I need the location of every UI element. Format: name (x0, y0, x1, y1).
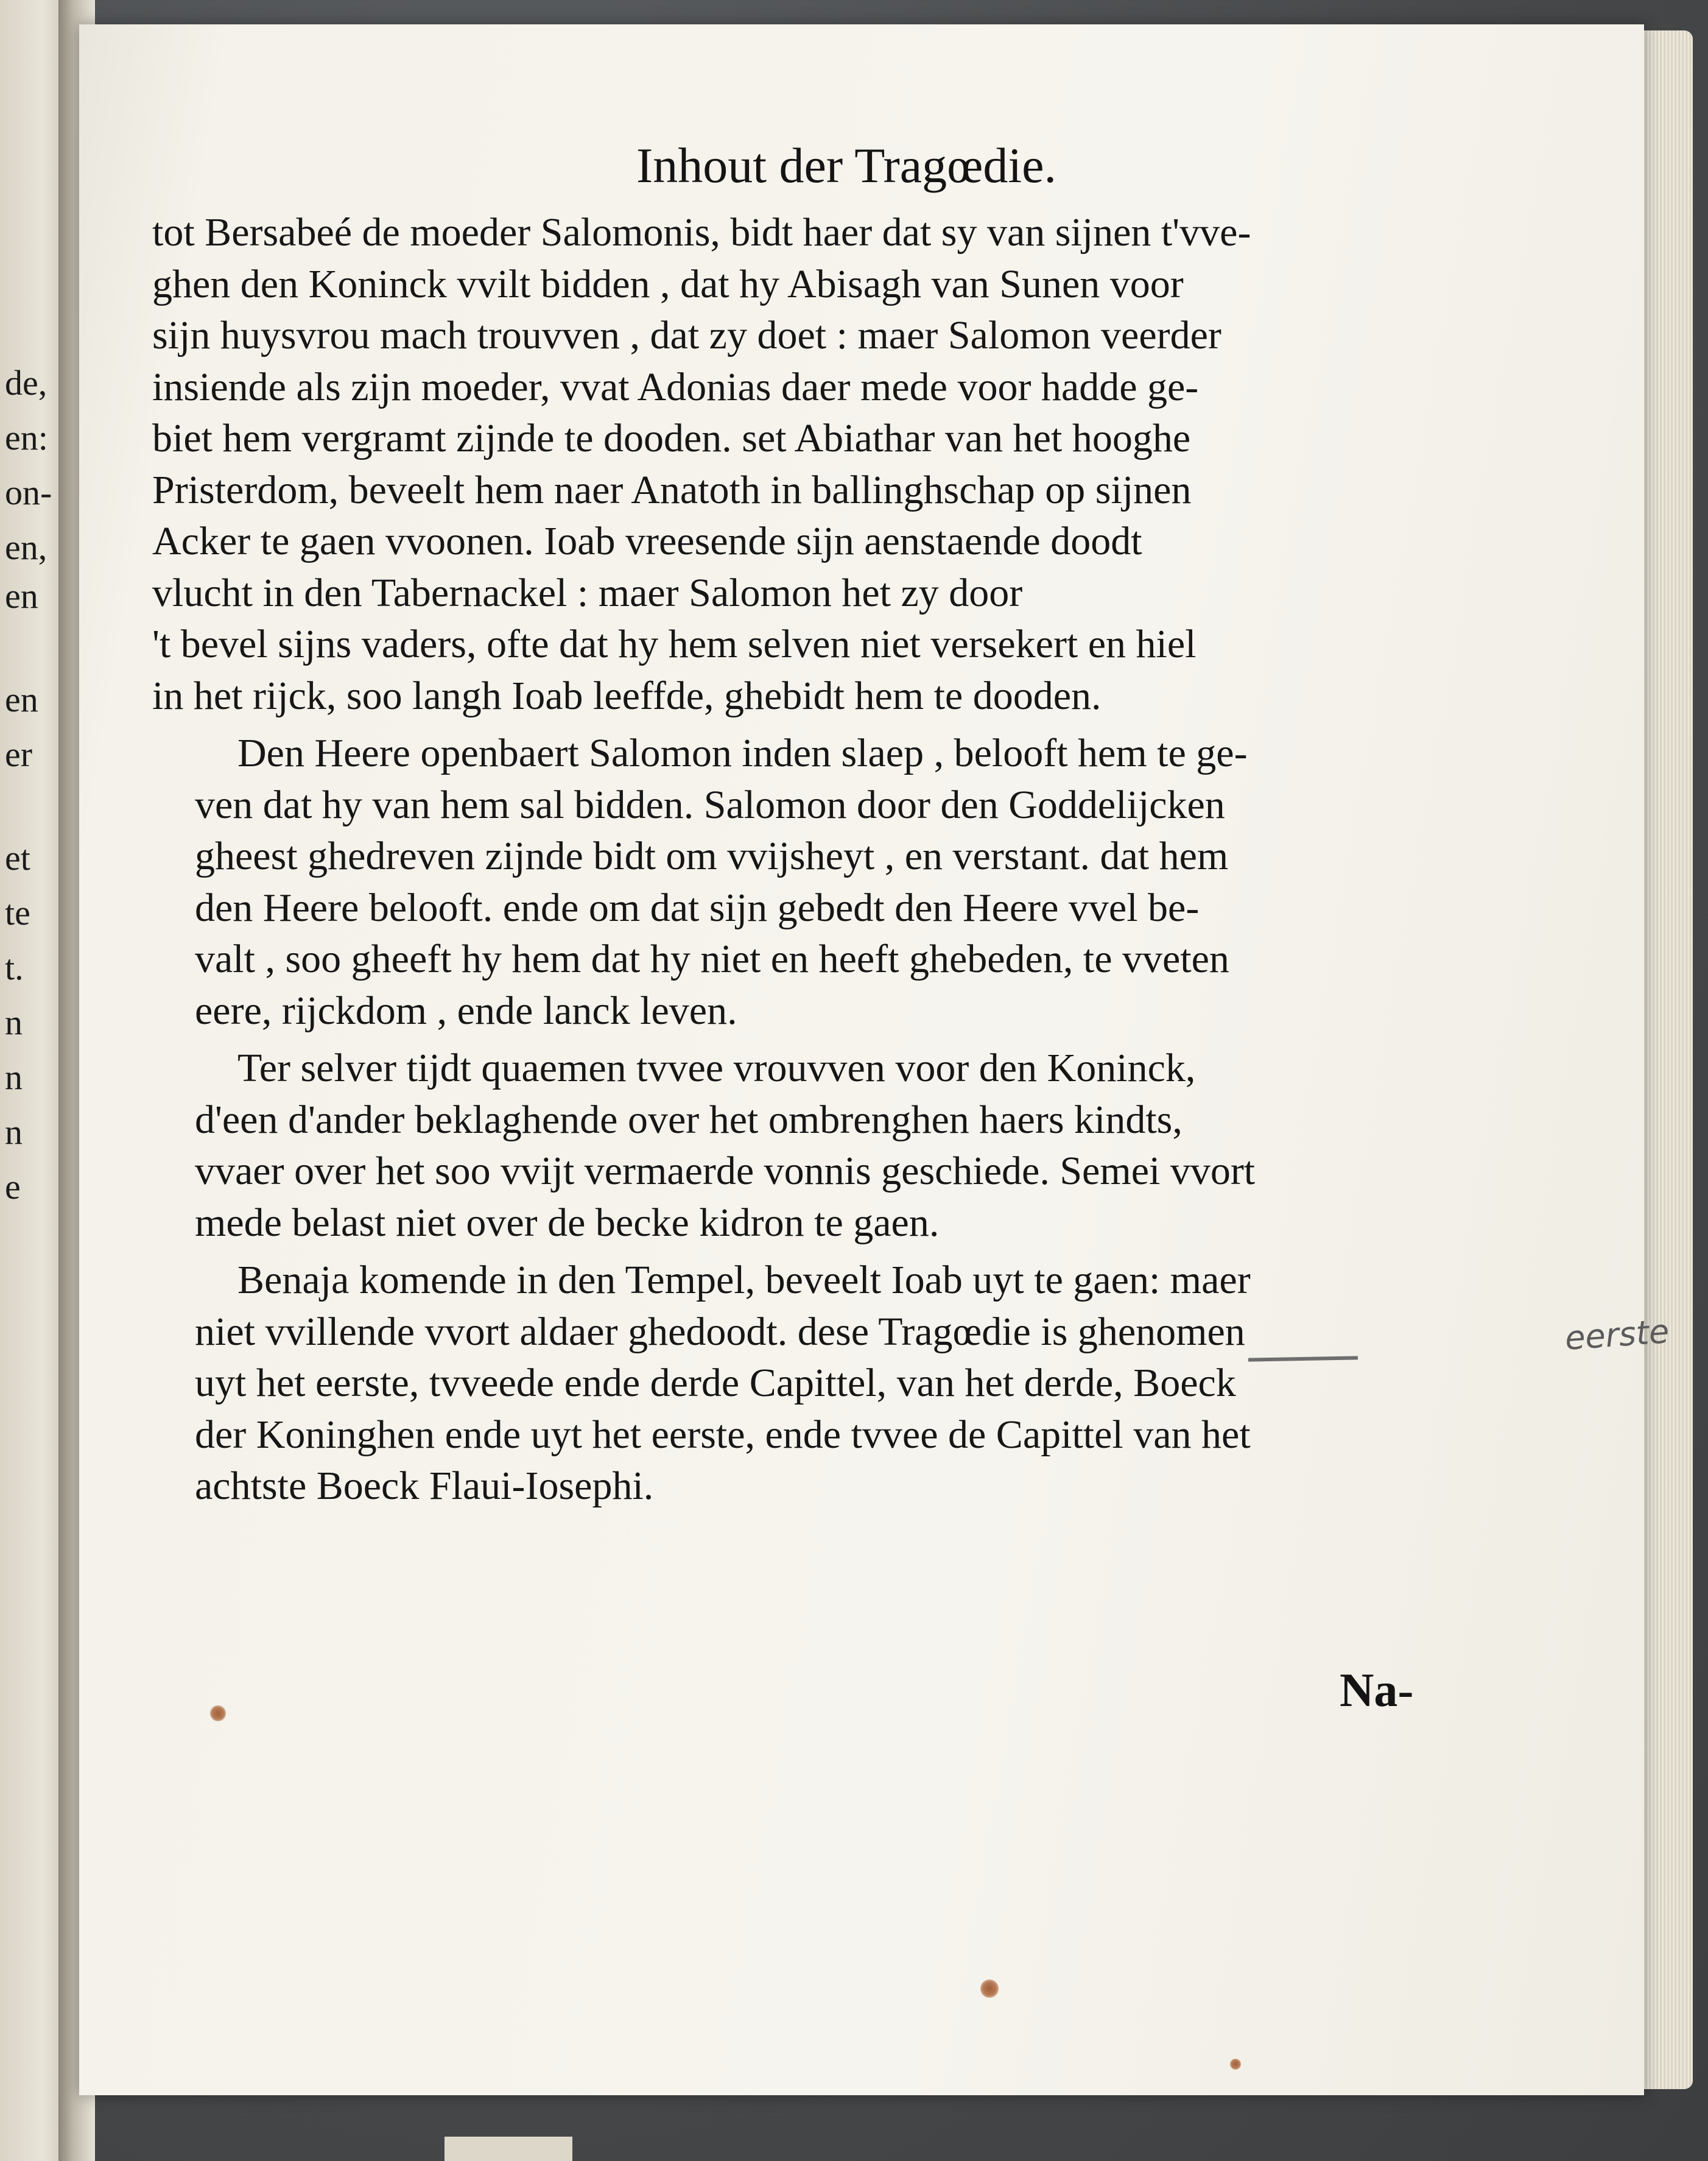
text-line: uyt het eerste, tvveede ende derde Capittel, van het derde, Boeck (195, 1361, 1236, 1405)
text-line: valt , soo gheeft hy hem dat hy niet en heeft ghebeden, te vveten (195, 937, 1229, 981)
text-line: Ter selver tijdt quaemen tvvee vrouvven voor den Koninck, (237, 1046, 1196, 1090)
text-line: ghen den Koninck vvilt bidden , dat hy Abisagh van Sunen voor (152, 261, 1184, 306)
left-page-text: n (5, 1112, 23, 1152)
catchword: Na- (1340, 1663, 1414, 1716)
body-text (152, 207, 1504, 1518)
label-strip (445, 2137, 572, 2161)
running-head: Inhout der Tragœdie. (636, 138, 1057, 193)
text-line: niet vvillende vvort aldaer ghedoodt. dese Tragœdie is ghenomen (195, 1309, 1245, 1354)
left-page-text: en: (5, 418, 48, 457)
text-line: biet hem vergramt zijnde te dooden. set Abiathar van het hooghe (152, 416, 1191, 460)
text-line: Acker te gaen vvoonen. Ioab vreesende sijn aenstaende doodt (152, 519, 1142, 563)
left-page-text: en, (5, 527, 47, 567)
left-page-text: t. (5, 948, 24, 987)
left-page-text: er (5, 735, 33, 774)
left-page-text: n (5, 1003, 23, 1042)
left-page-text: en (5, 680, 38, 719)
text-line: d'een d'ander beklaghende over het ombrenghen haers kindts, (195, 1097, 1183, 1142)
left-page-text: te (5, 893, 30, 932)
text-line: 't bevel sijns vaders, ofte dat hy hem selven niet versekert en hiel (152, 622, 1197, 666)
text-line: ven dat hy van hem sal bidden. Salomon door den Goddelijcken (195, 782, 1225, 827)
left-page-text: de, (5, 363, 47, 403)
text-line: gheest ghedreven zijnde bidt om vvijsheyt , en verstant. dat hem (195, 834, 1229, 878)
text-line: Benaja komende in den Tempel, beveelt Ioab uyt te gaen: maer (237, 1258, 1251, 1302)
left-page-text: et (5, 838, 30, 878)
left-page-text: e (5, 1167, 21, 1207)
foxing-spot (980, 1979, 999, 1998)
text-line: in het rijck, soo langh Ioab leeffde, ghebidt hem te dooden. (152, 673, 1102, 718)
text-line: mede belast niet over de becke kidron te gaen. (195, 1200, 940, 1245)
text-line: eere, rijckdom , ende lanck leven. (195, 988, 737, 1033)
paragraph-3 (152, 1043, 1504, 1249)
left-page-text: on- (5, 473, 52, 512)
foxing-spot (1230, 2059, 1241, 2070)
text-line: Pristerdom, beveelt hem naer Anatoth in ballinghschap op sijnen (152, 467, 1192, 512)
text-line: der Koninghen ende uyt het eerste, ende tvvee de Capittel van het (195, 1412, 1251, 1457)
text-line: insiende als zijn moeder, vvat Adonias daer mede voor hadde ge- (152, 364, 1199, 409)
paragraph-2 (152, 728, 1504, 1037)
book-page (79, 24, 1671, 2095)
text-line: achtste Boeck Flaui-Iosephi. (195, 1464, 654, 1508)
text-line: den Heere belooft. ende om dat sijn gebedt den Heere vvel be- (195, 885, 1200, 930)
text-line: vvaer over het soo vvijt vermaerde vonnis geschiede. Semei vvort (195, 1149, 1256, 1193)
text-line: Den Heere openbaert Salomon inden slaep , belooft hem te ge- (237, 731, 1248, 775)
paragraph-1 (152, 207, 1504, 722)
text-line: tot Bersabeé de moeder Salomonis, bidt haer dat sy van sijnen t'vve- (152, 210, 1251, 255)
text-line: sijn huysvrou mach trouvven , dat zy doet : maer Salomon veerder (152, 313, 1221, 358)
handwritten-marginal-note: eerste (1564, 1312, 1671, 1358)
left-page-text: en (5, 576, 38, 616)
text-line: vlucht in den Tabernackel : maer Salomon het zy door (152, 570, 1023, 615)
left-page-text: n (5, 1057, 23, 1097)
foxing-spot (210, 1705, 226, 1721)
paragraph-4 (152, 1255, 1504, 1512)
